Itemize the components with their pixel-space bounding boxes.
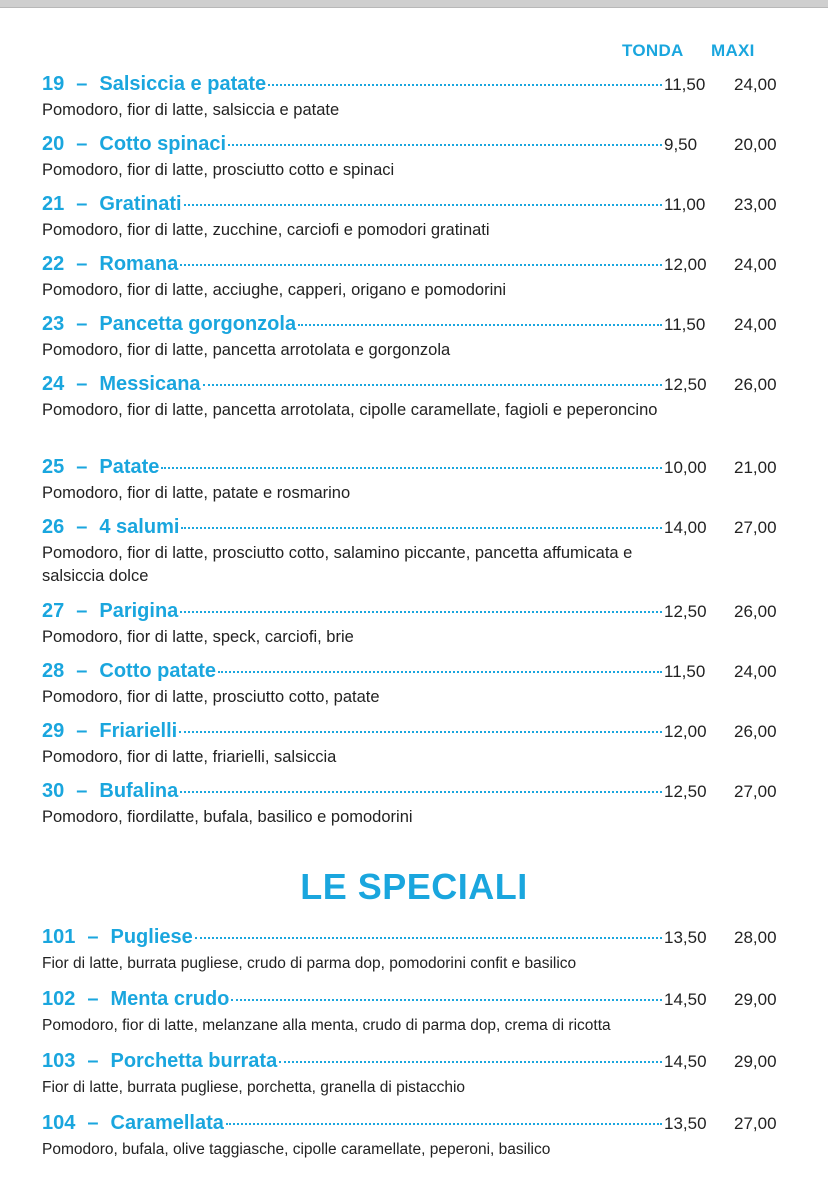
item-name: Friarielli <box>99 720 178 742</box>
menu-item <box>42 456 782 505</box>
dot-leader <box>180 791 662 793</box>
section-title-speciali: LE SPECIALI <box>300 866 528 907</box>
price-maxi: 27,00 <box>734 782 777 801</box>
item-separator: – <box>87 1050 99 1072</box>
item-number: 24 <box>42 373 65 395</box>
item-name: Porchetta burrata <box>110 1050 278 1072</box>
item-name: Patate <box>99 456 160 478</box>
price-tonda: 12,00 <box>664 255 707 274</box>
menu-item-row <box>42 1112 782 1138</box>
price-maxi: 27,00 <box>734 1114 777 1133</box>
item-description: Pomodoro, fior di latte, friarielli, salsiccia <box>42 748 337 766</box>
menu-item <box>42 660 782 709</box>
price-tonda: 11,50 <box>664 662 706 681</box>
menu-item <box>42 313 782 362</box>
dot-leader <box>231 999 662 1001</box>
menu-item-row <box>42 73 782 99</box>
item-number: 29 <box>42 720 65 742</box>
item-description: Pomodoro, fior di latte, pancetta arrotolata e gorgonzola <box>42 341 451 359</box>
price-tonda: 13,50 <box>664 928 707 947</box>
item-number: 104 <box>42 1112 76 1134</box>
item-description: Pomodoro, fior di latte, zucchine, carciofi e pomodori gratinati <box>42 221 490 239</box>
menu-item <box>42 193 782 242</box>
price-tonda: 10,00 <box>664 458 707 477</box>
dot-leader <box>203 384 662 386</box>
price-tonda: 14,50 <box>664 990 707 1009</box>
top-edge-bar <box>0 0 828 8</box>
item-description: Pomodoro, fior di latte, prosciutto cotto, salamino piccante, pancetta affumicata e salsiccia dolce <box>42 544 633 585</box>
item-separator: – <box>76 456 88 478</box>
item-name: Parigina <box>99 600 179 622</box>
dot-leader <box>226 1123 662 1125</box>
menu-item-row <box>42 660 782 686</box>
dot-leader <box>298 324 662 326</box>
menu-item-row <box>42 926 782 952</box>
item-number: 103 <box>42 1050 76 1072</box>
item-number: 30 <box>42 780 65 802</box>
item-name: Caramellata <box>110 1112 224 1134</box>
item-description: Pomodoro, fior di latte, pancetta arrotolata, cipolle caramellate, fagioli e peperoncino <box>42 401 658 419</box>
item-number: 101 <box>42 926 76 948</box>
menu-item <box>42 600 782 649</box>
item-name: Salsiccia e patate <box>99 73 267 95</box>
menu-item-row <box>42 720 782 746</box>
price-tonda: 13,50 <box>664 1114 707 1133</box>
price-tonda: 9,50 <box>664 135 698 154</box>
item-separator: – <box>76 373 88 395</box>
price-tonda: 12,50 <box>664 782 707 801</box>
dot-leader <box>279 1061 662 1063</box>
item-description: Pomodoro, fior di latte, speck, carciofi, brie <box>42 628 354 646</box>
menu-item <box>42 780 782 829</box>
price-tonda: 11,00 <box>664 195 706 214</box>
price-maxi: 26,00 <box>734 722 777 741</box>
item-number: 20 <box>42 133 65 155</box>
price-maxi: 20,00 <box>734 135 777 154</box>
price-maxi: 29,00 <box>734 1052 777 1071</box>
item-number: 28 <box>42 660 65 682</box>
item-name: 4 salumi <box>99 516 180 538</box>
item-description: Pomodoro, fiordilatte, bufala, basilico e pomodorini <box>42 808 413 826</box>
price-maxi: 24,00 <box>734 75 777 94</box>
price-maxi: 24,00 <box>734 662 777 681</box>
price-tonda: 14,00 <box>664 518 707 537</box>
price-maxi: 28,00 <box>734 928 777 947</box>
menu-item <box>42 988 782 1037</box>
item-name: Pancetta gorgonzola <box>99 313 297 335</box>
item-number: 26 <box>42 516 65 538</box>
dot-leader <box>180 611 662 613</box>
dot-leader <box>180 264 662 266</box>
menu-item-row <box>42 373 782 399</box>
menu-item-row <box>42 516 782 542</box>
item-separator: – <box>87 926 99 948</box>
dot-leader <box>179 731 662 733</box>
item-name: Bufalina <box>99 780 179 802</box>
item-separator: – <box>76 193 88 215</box>
item-number: 22 <box>42 253 65 275</box>
menu-item-row <box>42 780 782 806</box>
item-description: Fior di latte, burrata pugliese, crudo di parma dop, pomodorini confit e basilico <box>42 955 577 972</box>
item-description: Pomodoro, fior di latte, acciughe, capperi, origano e pomodorini <box>42 281 507 299</box>
item-number: 21 <box>42 193 65 215</box>
menu-item <box>42 516 782 588</box>
price-tonda: 11,50 <box>664 315 706 334</box>
item-separator: – <box>76 516 88 538</box>
dot-leader <box>181 527 662 529</box>
menu-item <box>42 926 782 975</box>
menu-item-row <box>42 193 782 219</box>
menu-item-row <box>42 988 782 1014</box>
price-maxi: 23,00 <box>734 195 777 214</box>
dot-leader <box>184 204 662 206</box>
item-description: Pomodoro, fior di latte, prosciutto cotto, patate <box>42 688 380 706</box>
item-separator: – <box>76 600 88 622</box>
dot-leader <box>195 937 662 939</box>
item-separator: – <box>76 780 88 802</box>
item-number: 27 <box>42 600 65 622</box>
price-maxi: 26,00 <box>734 602 777 621</box>
item-separator: – <box>76 660 88 682</box>
item-description: Pomodoro, bufala, olive taggiasche, cipolle caramellate, peperoni, basilico <box>42 1141 551 1158</box>
item-name: Cotto patate <box>99 660 217 682</box>
menu-item-row <box>42 133 782 159</box>
price-maxi: 26,00 <box>734 375 777 394</box>
item-name: Cotto spinaci <box>99 133 227 155</box>
dot-leader <box>228 144 662 146</box>
header-tonda: TONDA <box>622 41 684 60</box>
item-number: 25 <box>42 456 65 478</box>
item-separator: – <box>76 73 88 95</box>
item-description: Pomodoro, fior di latte, melanzane alla menta, crudo di parma dop, crema di ricotta <box>42 1017 611 1034</box>
price-maxi: 24,00 <box>734 255 777 274</box>
item-name: Messicana <box>99 373 201 395</box>
item-separator: – <box>76 133 88 155</box>
price-column-headers <box>0 41 828 63</box>
menu-item <box>42 1112 782 1161</box>
menu-item <box>42 1050 782 1099</box>
menu-item <box>42 253 782 302</box>
price-tonda: 12,50 <box>664 375 707 394</box>
menu-item <box>42 133 782 182</box>
item-number: 23 <box>42 313 65 335</box>
dot-leader <box>161 467 662 469</box>
price-maxi: 27,00 <box>734 518 777 537</box>
price-maxi: 29,00 <box>734 990 777 1009</box>
item-name: Gratinati <box>99 193 182 215</box>
price-tonda: 12,00 <box>664 722 707 741</box>
item-separator: – <box>76 253 88 275</box>
menu-item <box>42 720 782 769</box>
price-maxi: 24,00 <box>734 315 777 334</box>
menu-item <box>42 373 782 422</box>
header-maxi: MAXI <box>711 41 755 60</box>
menu-item-row <box>42 600 782 626</box>
item-description: Pomodoro, fior di latte, patate e rosmarino <box>42 484 351 502</box>
item-description: Pomodoro, fior di latte, salsiccia e patate <box>42 101 340 119</box>
menu-item-row <box>42 313 782 339</box>
menu-item <box>42 73 782 122</box>
item-description: Fior di latte, burrata pugliese, porchetta, granella di pistacchio <box>42 1079 466 1096</box>
item-number: 19 <box>42 73 65 95</box>
item-separator: – <box>76 720 88 742</box>
price-tonda: 14,50 <box>664 1052 707 1071</box>
price-maxi: 21,00 <box>734 458 777 477</box>
price-tonda: 12,50 <box>664 602 707 621</box>
item-description: Pomodoro, fior di latte, prosciutto cotto e spinaci <box>42 161 395 179</box>
item-number: 102 <box>42 988 76 1010</box>
item-name: Pugliese <box>110 926 193 948</box>
price-tonda: 11,50 <box>664 75 706 94</box>
item-separator: – <box>76 313 88 335</box>
item-separator: – <box>87 988 99 1010</box>
dot-leader <box>268 84 662 86</box>
dot-leader <box>218 671 662 673</box>
item-name: Romana <box>99 253 179 275</box>
item-separator: – <box>87 1112 99 1134</box>
menu-item-row <box>42 1050 782 1076</box>
item-name: Menta crudo <box>110 988 230 1010</box>
menu-item-row <box>42 253 782 279</box>
menu-item-row <box>42 456 782 482</box>
